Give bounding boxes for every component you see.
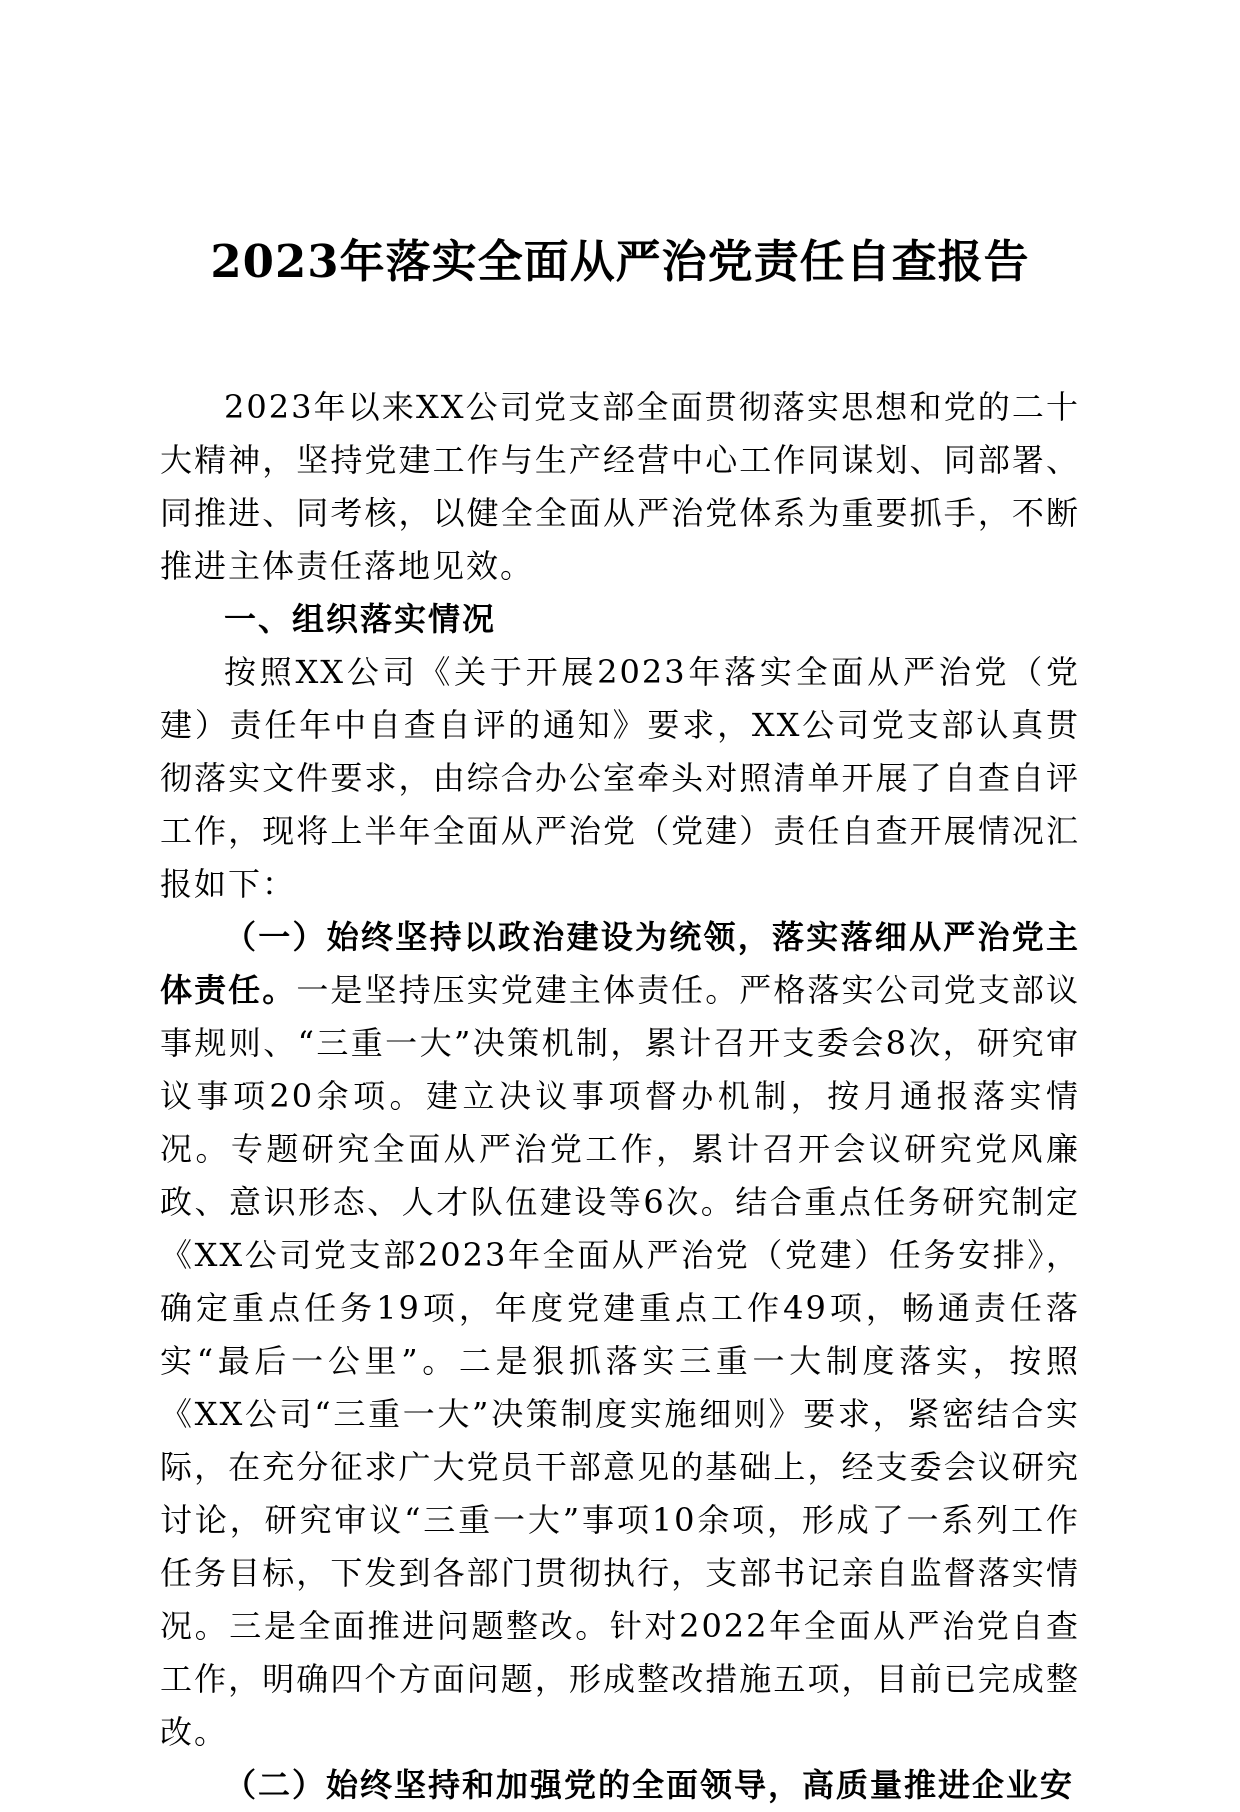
item-2-lead: （二）始终坚持和加强党的全面领导，高质量推进企业安: [224, 1766, 1075, 1804]
document-title: 2023年落实全面从严治党责任自查报告: [210, 235, 1030, 288]
section-1-paragraph: 按照XX公司《关于开展2023年落实全面从严治党（党建）责任年中自查自评的通知》要求，XX公司党支部认真贯彻落实文件要求，由综合办公室牵头对照清单开展了自查自评工作，现将上半年全面从严治党（党建）责任自查开展情况汇报如下：: [160, 653, 1080, 903]
item-1-lead: （一）始终坚持以政治建设为统领，落实落细从严治党主体责任。: [160, 918, 1080, 1009]
item-1-paragraph: [160, 911, 1080, 1759]
item-2-paragraph: [160, 1759, 1080, 1812]
section-heading-1: 一、组织落实情况: [224, 600, 497, 638]
intro-paragraph: 2023年以来XX公司党支部全面贯彻落实思想和党的二十大精神，坚持党建工作与生产经营中心工作同谋划、同部署、同推进、同考核，以健全全面从严治党体系为重要抓手，不断推进主体责任落地见效。: [160, 388, 1080, 585]
item-1-body: 一是坚持压实党建主体责任。严格落实公司党支部议事规则、“三重一大”决策机制，累计召开支委会8次，研究审议事项20余项。建立决议事项督办机制，按月通报落实情况。专题研究全面从严治党工作，累计召开会议研究党风廉政、意识形态、人才队伍建设等6次。结合重点任务研究制定《XX公司党支部2023年全面从严治党（党建）任务安排》，确定重点任务19项，年度党建重点工作49项，畅通责任落实“最后一公里”。二是狠抓落实三重一大制度落实，按照《XX公司“三重一大”决策制度实施细则》要求，紧密结合实际，在充分征求广大党员干部意见的基础上，经支委会议研究讨论，研究审议“三重一大”事项10余项，形成了一系列工作任务目标，下发到各部门贯彻执行，支部书记亲自监督落实情况。三是全面推进问题整改。针对2022年全面从严治党自查工作，明确四个方面问题，形成整改措施五项，目前已完成整改。: [160, 971, 1080, 1751]
document-body: [160, 381, 1080, 1812]
